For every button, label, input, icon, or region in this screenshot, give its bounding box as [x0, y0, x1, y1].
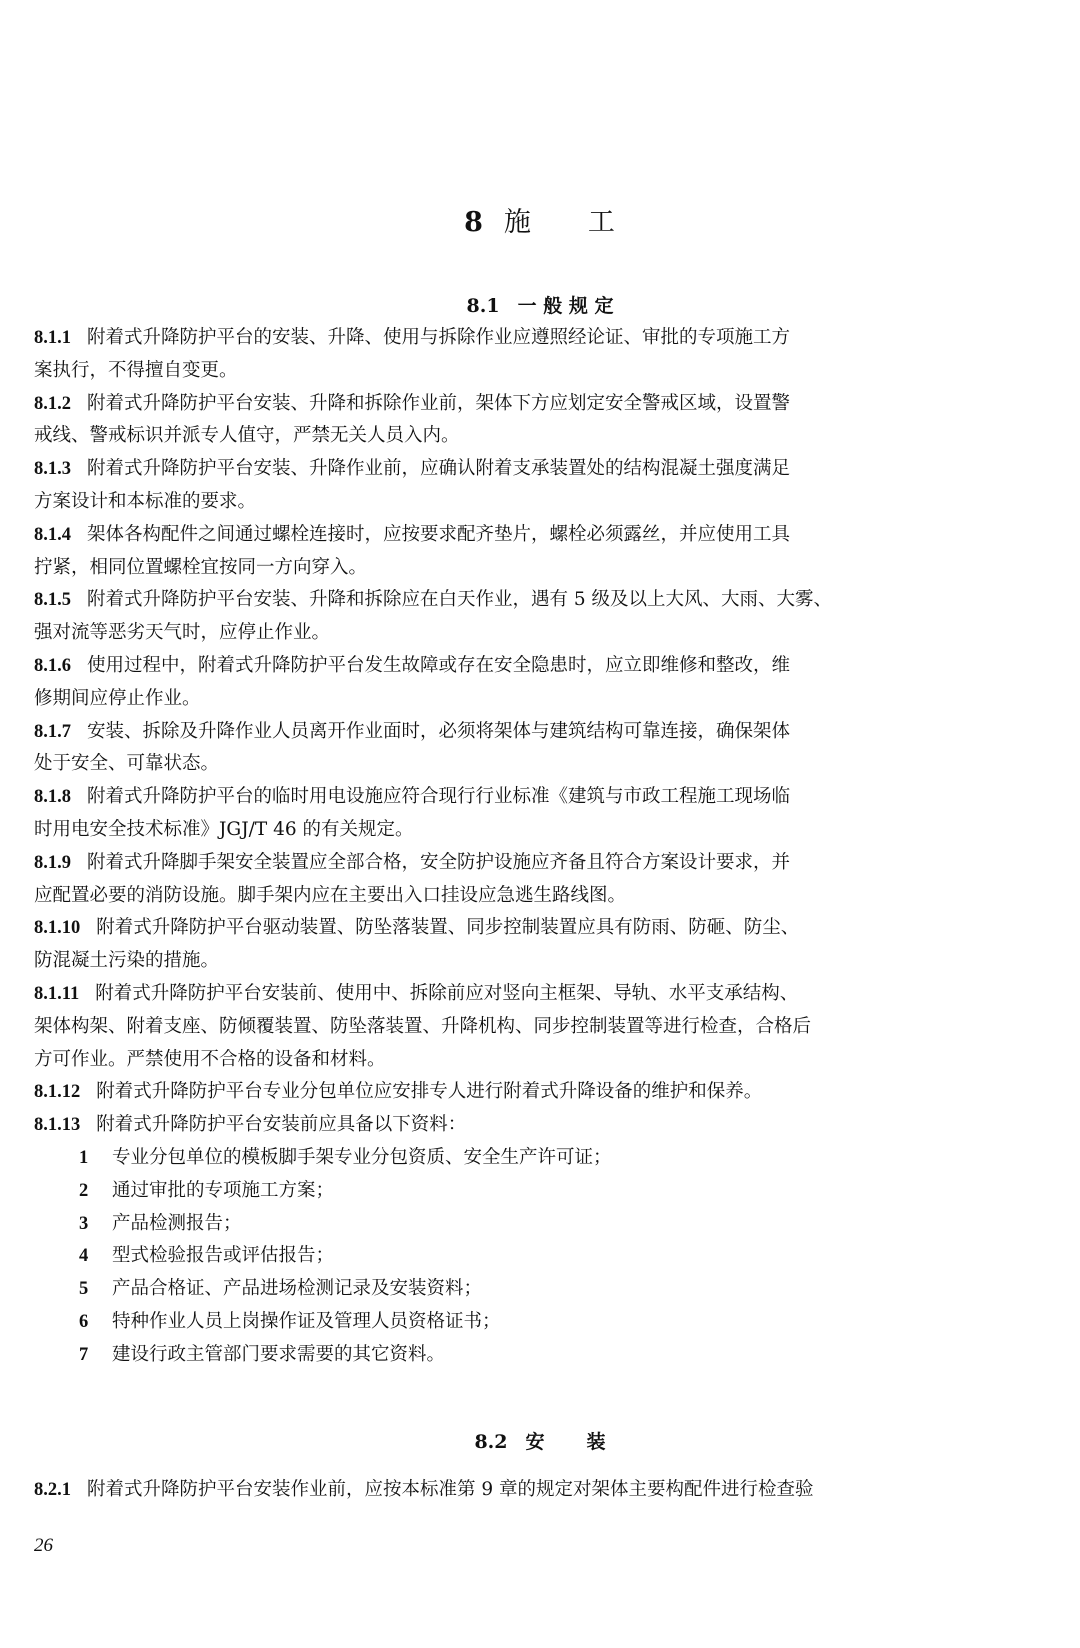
clause-text: 附着式升降脚手架安全装置应全部合格，安全防护设施应齐备且符合方案设计要求，并: [87, 851, 791, 873]
list-item-number: 4: [79, 1246, 89, 1267]
list-item-text: 特种作业人员上岗操作证及管理人员资格证书；: [112, 1310, 501, 1332]
list-item: [34, 1175, 1034, 1208]
clause-text: 架体构架、附着支座、防倾覆装置、防坠落装置、升降机构、同步控制装置等进行检查，合格后: [34, 1015, 812, 1037]
clause-text: 强对流等恶劣天气时，应停止作业。: [34, 622, 331, 644]
list-item-text: 产品合格证、产品进场检测记录及安装资料；: [112, 1278, 483, 1300]
list-item-number: 3: [79, 1213, 89, 1234]
section-number: 8.1: [466, 295, 500, 317]
section-title-char-1: 安: [525, 1431, 545, 1453]
clause-number: 8.1.12: [34, 1082, 81, 1103]
clause-line: [34, 1044, 1034, 1077]
clause-line: [34, 1474, 1034, 1507]
clause-line: [34, 519, 1034, 552]
clause-line: [34, 847, 1034, 880]
chapter-title: [0, 200, 1080, 239]
clause-number: 8.2.1: [34, 1480, 71, 1500]
clause-number: 8.1.10: [34, 918, 81, 939]
chapter-title-char-1: 施: [503, 207, 532, 238]
clause-text: 应配置必要的消防设施。脚手架内应在主要出入口挂设应急逃生路线图。: [34, 884, 627, 906]
clause-line: [34, 1109, 1034, 1142]
clause-number: 8.1.13: [34, 1115, 81, 1136]
list-item-text: 通过审批的专项施工方案；: [112, 1179, 335, 1201]
clause-line: [34, 650, 1034, 683]
clause-line: [34, 1011, 1034, 1044]
clause-line: [34, 486, 1034, 519]
clause-text: 附着式升降防护平台安装作业前，应按本标准第 9 章的规定对架体主要构配件进行检查验: [87, 1479, 814, 1500]
clause-number: 8.1.7: [34, 721, 71, 742]
clause-text: 使用过程中，附着式升降防护平台发生故障或存在安全隐患时，应立即维修和整改，维: [87, 654, 791, 676]
clause-number: 8.1.3: [34, 459, 71, 480]
clause-line: [34, 617, 1034, 650]
clause-text: 架体各构配件之间通过螺栓连接时，应按要求配齐垫片，螺栓必须露丝，并应使用工具: [87, 523, 791, 545]
clause-line: [34, 781, 1034, 814]
clause-line: [34, 814, 1034, 847]
clause-text: 戒线、警戒标识并派专人值守，严禁无关人员入内。: [34, 425, 460, 447]
clause-text: 方可作业。严禁使用不合格的设备和材料。: [34, 1048, 386, 1070]
clause-line: [34, 355, 1034, 388]
list-item: [34, 1208, 1034, 1241]
clause-text: 附着式升降防护平台专业分包单位应安排专人进行附着式升降设备的维护和保养。: [96, 1081, 763, 1103]
clause-text: 安装、拆除及升降作业人员离开作业面时，必须将架体与建筑结构可靠连接，确保架体: [87, 720, 791, 742]
section-heading-8-2: [0, 1427, 1080, 1454]
list-item: [34, 1240, 1034, 1273]
list-item-number: 5: [79, 1279, 89, 1300]
clause-text: 附着式升降防护平台的安装、升降、使用与拆除作业应遵照经论证、审批的专项施工方: [87, 327, 791, 348]
clause-line: [34, 584, 1034, 617]
clause-number: 8.1.6: [34, 655, 71, 676]
clause-line: [34, 683, 1034, 716]
clause-line: [34, 945, 1034, 978]
clause-line: [34, 880, 1034, 913]
clause-number: 8.1.11: [34, 983, 80, 1004]
clause-text: 附着式升降防护平台安装前、使用中、拆除前应对竖向主框架、导轨、水平支承结构、: [95, 982, 799, 1004]
clause-line: [34, 453, 1034, 486]
clause-line: [34, 388, 1034, 421]
page-number: 26: [34, 1535, 53, 1556]
clause-number: 8.1.9: [34, 852, 71, 873]
list-item-text: 专业分包单位的模板脚手架专业分包资质、安全生产许可证；: [112, 1146, 612, 1168]
section-number: 8.2: [474, 1431, 508, 1453]
list-item-number: 6: [79, 1311, 89, 1332]
list-item: [34, 1142, 1034, 1175]
clause-text: 修期间应停止作业。: [34, 687, 201, 709]
list-item: [34, 1306, 1034, 1339]
clause-number: 8.1.4: [34, 524, 71, 545]
clause-line: [34, 1076, 1034, 1109]
clause-text: 附着式升降防护平台安装前应具备以下资料：: [96, 1114, 467, 1136]
list-item-text: 产品检测报告；: [112, 1212, 242, 1234]
clause-number: 8.1.5: [34, 590, 71, 611]
clause-text: 附着式升降防护平台安装、升降和拆除作业前，架体下方应划定安全警戒区域，设置警: [87, 392, 791, 414]
list-item-text: 型式检验报告或评估报告；: [112, 1245, 335, 1267]
clause-text: 时用电安全技术标准》JGJ/T 46 的有关规定。: [34, 818, 414, 840]
clause-text: 防混凝土污染的措施。: [34, 950, 220, 972]
list-item-number: 2: [79, 1180, 89, 1201]
clause-line: [34, 716, 1034, 749]
clause-line: [34, 978, 1034, 1011]
clause-text: 附着式升降防护平台的临时用电设施应符合现行行业标准《建筑与市政工程施工现场临: [87, 786, 791, 808]
clauses-8-2: [34, 1474, 1034, 1507]
list-item-text: 建设行政主管部门要求需要的其它资料。: [112, 1343, 446, 1365]
clause-line: [34, 552, 1034, 585]
clause-number: 8.1.8: [34, 787, 71, 808]
clause-text: 拧紧，相同位置螺栓宜按同一方向穿入。: [34, 556, 368, 578]
section-heading-8-1: [0, 291, 1080, 318]
list-item: [34, 1273, 1034, 1306]
clauses-8-1: [34, 322, 1034, 1372]
clause-text: 案执行，不得擅自变更。: [34, 359, 238, 381]
clause-text: 方案设计和本标准的要求。: [34, 490, 257, 512]
clause-line: [34, 322, 1034, 355]
clause-line: [34, 912, 1034, 945]
section-title-char-2: 装: [586, 1431, 606, 1453]
list-item-number: 1: [79, 1147, 89, 1168]
list-item-number: 7: [79, 1344, 89, 1365]
clause-line: [34, 748, 1034, 781]
list-item: [34, 1339, 1034, 1372]
clause-text: 附着式升降防护平台驱动装置、防坠落装置、同步控制装置应具有防雨、防砸、防尘、: [96, 917, 800, 939]
clause-number: 8.1.1: [34, 328, 71, 348]
chapter-number: 8: [464, 207, 484, 238]
clause-number: 8.1.2: [34, 393, 71, 414]
clause-text: 附着式升降防护平台安装、升降作业前，应确认附着支承装置处的结构混凝土强度满足: [87, 458, 791, 480]
clause-text: 附着式升降防护平台安装、升降和拆除应在白天作业，遇有 5 级及以上大风、大雨、大雾、: [87, 589, 833, 611]
section-title: 一 般 规 定: [517, 295, 614, 317]
clause-text: 处于安全、可靠状态。: [34, 753, 220, 775]
clause-line: [34, 420, 1034, 453]
chapter-title-char-2: 工: [587, 207, 616, 238]
